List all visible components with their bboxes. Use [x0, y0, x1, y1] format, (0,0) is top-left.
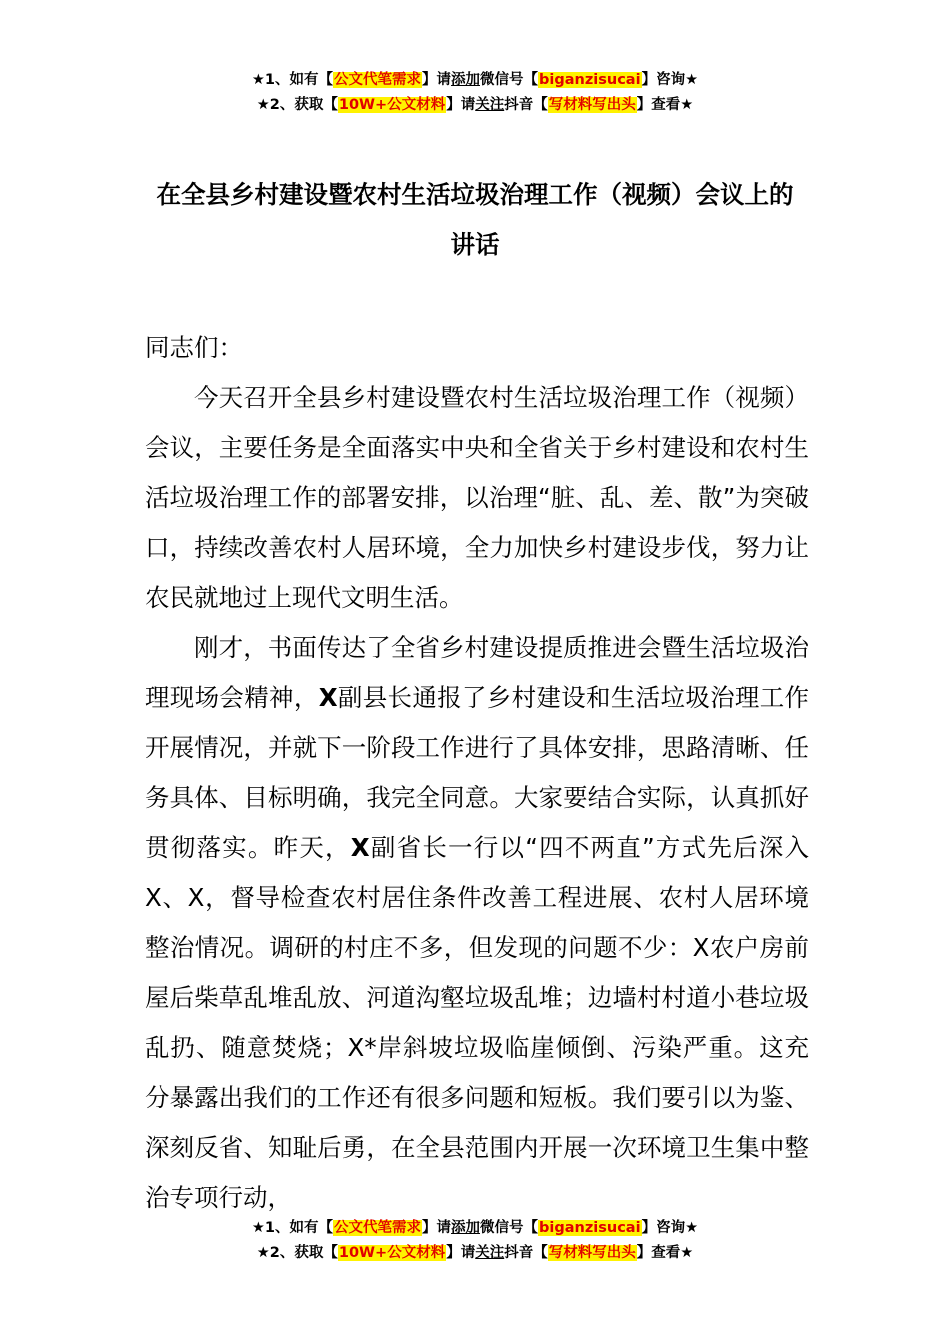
footer-promo-banner [0, 1216, 950, 1266]
promo-highlight: 10W+公文材料 [338, 1245, 446, 1261]
promo-highlight: 公文代笔需求 [334, 72, 422, 88]
promo-line-2: ★2、获取【10W+公文材料】请关注抖音【写材料写出头】查看★ [256, 97, 694, 113]
placeholder-x: X [318, 683, 338, 712]
promo-highlight: 写材料写出头 [548, 1245, 636, 1261]
header-promo-banner [0, 68, 950, 118]
document-body [145, 323, 809, 1223]
salutation: 同志们： [145, 333, 243, 362]
placeholder-x: X [350, 833, 370, 862]
paragraph-1: 今天召开全县乡村建设暨农村生活垃圾治理工作（视频）会议，主要任务是全面落实中央和全省关于乡村建设和农村生活垃圾治理工作的部署安排，以治理“脏、乱、差、散”为突破口，持续改善农村人居环境，全力加快乡村建设步伐，努力让农民就地过上现代文明生活。 [145, 383, 809, 612]
promo-highlight: 写材料写出头 [548, 97, 636, 113]
promo-highlight: biganzisucai [539, 1220, 641, 1236]
document-title: 在全县乡村建设暨农村生活垃圾治理工作（视频）会议上的讲话 [156, 180, 794, 259]
promo-highlight: 公文代笔需求 [334, 1220, 422, 1236]
paragraph-2: 刚才，书面传达了全省乡村建设提质推进会暨生活垃圾治理现场会精神，X副县长通报了乡村建设和生活垃圾治理工作开展情况，并就下一阶段工作进行了具体安排，思路清晰、任务具体、目标明确，我完全同意。大家要结合实际，认真抓好贯彻落实。昨天，X副省长一行以“四不两直”方式先后深入X、X，督导检查农村居住条件改善工程进展、农村人居环境整治情况。调研的村庄不多，但发现的问题不少：X农户房前屋后柴草乱堆乱放、河道沟壑垃圾乱堆；边墙村村道小巷垃圾乱扔、随意焚烧；X*岸斜坡垃圾临崖倾倒、污染严重。这充分暴露出我们的工作还有很多问题和短板。我们要引以为鉴、深刻反省、知耻后勇，在全县范围内开展一次环境卫生集中整治专项行动， [145, 633, 810, 1212]
promo-line-1: ★1、如有【公文代笔需求】请添加微信号【biganzisucai】咨询★ [251, 1220, 699, 1236]
promo-highlight: 10W+公文材料 [338, 97, 446, 113]
promo-line-2: ★2、获取【10W+公文材料】请关注抖音【写材料写出头】查看★ [256, 1245, 694, 1261]
promo-highlight: biganzisucai [539, 72, 641, 88]
promo-line-1: ★1、如有【公文代笔需求】请添加微信号【biganzisucai】咨询★ [251, 72, 699, 88]
